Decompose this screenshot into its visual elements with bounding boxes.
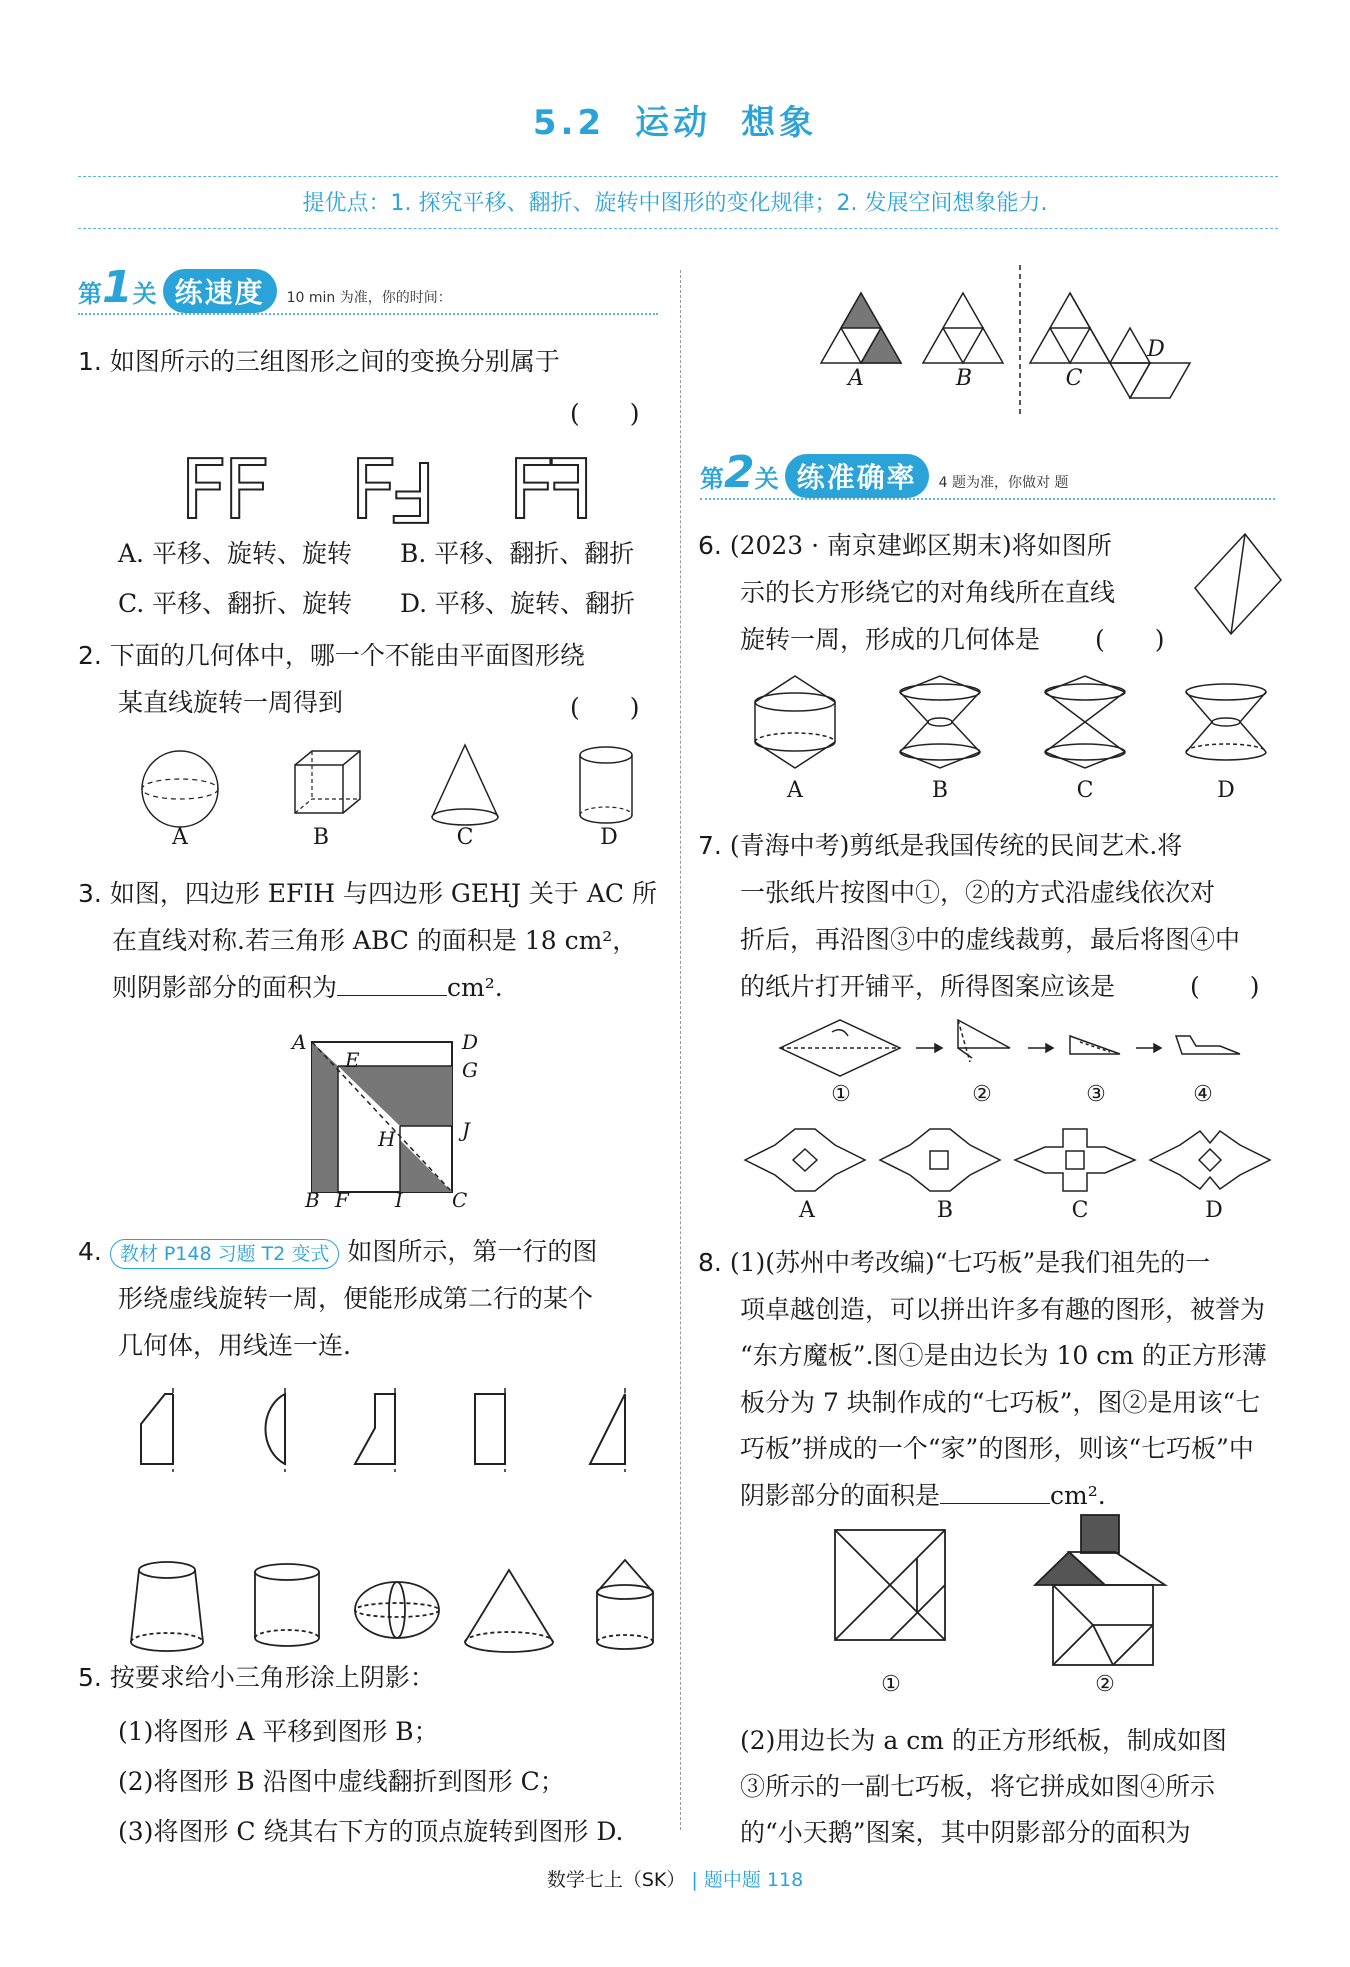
q8-part-2 (740, 1718, 1300, 1856)
q3-point-h: H (378, 1127, 396, 1151)
q5-step-1: (1)将图形 A 平移到图形 B； (118, 1717, 439, 1746)
q6-options-figure (750, 672, 1280, 782)
q3-number: 3. (78, 879, 102, 908)
q2-text-1: 下面的几何体中，哪一个不能由平面图形绕 (109, 641, 585, 670)
q1-text: 如图所示的三组图形之间的变换分别属于 (109, 347, 560, 376)
q1-option-d[interactable]: D. 平移、旋转、翻折 (400, 589, 636, 618)
q8-figure-label-2: ② (1095, 1672, 1115, 1697)
q8-part2-text-1: (2)用边长为 a cm 的正方形纸板，制成如图 (740, 1726, 1227, 1755)
q1-option-c[interactable]: C. 平移、翻折、旋转 (118, 589, 353, 618)
q5-text: 按要求给小三角形涂上阴影： (109, 1663, 435, 1692)
q3-point-a: A (292, 1030, 307, 1054)
q4-number: 4. (78, 1237, 102, 1266)
q7-step-label-4: ④ (1193, 1082, 1213, 1107)
q8-text-2: 项卓越创造，可以拼出许多有趣的图形，被誉为 (740, 1294, 1266, 1324)
q8-text-4: 板分为 7 块制作成的“七巧板”，图②是用该“七 (740, 1387, 1261, 1417)
q6-label-b: B (931, 778, 949, 803)
q5-step-3: (3)将图形 C 绕其右下方的顶点旋转到图形 D. (118, 1817, 624, 1846)
q8-number: 8. (698, 1248, 722, 1277)
q7-answer-paren: ( ) (1190, 972, 1260, 1001)
sec1-name-badge: 练速度 (163, 269, 277, 313)
question-1 (78, 338, 658, 385)
q4-source-tag: 教材 P148 习题 T2 变式 (110, 1239, 340, 1269)
sec2-guan: 关 (754, 465, 779, 493)
footer-page-number: 题中题 118 (703, 1869, 804, 1891)
q7-text-2: 一张纸片按图中①，②的方式沿虚线依次对 (740, 878, 1216, 907)
q7-step-label-2: ② (972, 1082, 992, 1107)
sec2-di: 第 (700, 465, 724, 493)
q7-label-b: B (936, 1198, 954, 1223)
q6-rectangle-figure (1195, 530, 1285, 640)
q2-label-a: A (172, 825, 188, 850)
q5-label-a: A (848, 366, 864, 391)
q7-label-d: D (1205, 1198, 1223, 1223)
sec2-note: 4 题为准，你做对 题 (938, 475, 1069, 491)
q6-text-2: 示的长方形绕它的对角线所在直线 (740, 578, 1116, 607)
footer-separator: | (691, 1869, 698, 1891)
sec1-note: 10 min 为准，你的时间： (286, 290, 452, 306)
q1-option-b[interactable]: B. 平移、翻折、翻折 (400, 539, 635, 568)
q7-text-3: 折后，再沿图③中的虚线裁剪，最后将图④中 (740, 925, 1241, 954)
q6-number: 6. (698, 531, 722, 560)
q2-number: 2. (78, 641, 102, 670)
q3-text-3: 则阴影部分的面积为 (112, 973, 338, 1002)
q4-text-3: 几何体，用线连一连. (118, 1331, 351, 1360)
q8-text-1: (1)(苏州中考改编)“七巧板”是我们祖先的一 (729, 1248, 1211, 1277)
title-word-1: 运动 (635, 103, 712, 143)
q5-label-d: D (1147, 337, 1165, 362)
q1-glyph-pair-2: FF (350, 443, 437, 538)
sec1-di: 第 (78, 280, 102, 308)
question-5 (78, 1654, 678, 1701)
q6-text-3: 旋转一周，形成的几何体是 (740, 625, 1041, 654)
q3-point-c: C (452, 1188, 468, 1212)
column-divider (680, 270, 681, 1830)
q1-number: 1. (78, 347, 102, 376)
q6-label-a: A (787, 778, 803, 803)
q2-label-b: B (312, 825, 330, 850)
sec1-guan: 关 (132, 280, 157, 308)
q6-label-c: C (1076, 778, 1094, 803)
q8-part2-text-2: ③所示的一副七巧板，将它拼成如图④所示 (740, 1772, 1216, 1801)
q6-answer-paren: ( ) (1095, 625, 1165, 654)
q5-label-c: C (1065, 366, 1083, 391)
q3-point-j: J (462, 1118, 471, 1142)
q3-answer-blank[interactable] (337, 973, 447, 996)
page-footer (0, 1865, 1350, 1892)
question-3 (78, 870, 678, 1011)
q3-point-d: D (462, 1030, 479, 1054)
q5-step-2: (2)将图形 B 沿图中虚线翻折到图形 C； (118, 1767, 565, 1796)
footer-book: 数学七上（SK） (546, 1869, 686, 1891)
q7-number: 7. (698, 831, 722, 860)
section-number: 5.2 (532, 103, 606, 143)
q6-label-d: D (1217, 778, 1235, 803)
sec1-underline (78, 313, 658, 315)
q2-solids-figure (130, 745, 650, 845)
title-word-2: 想象 (741, 103, 818, 143)
q8-figure-label-1: ① (881, 1672, 901, 1697)
q3-point-g: G (462, 1058, 478, 1082)
q1-glyph-pair-1: FF (180, 443, 267, 538)
q5-label-b: B (955, 366, 973, 391)
q5-number: 5. (78, 1663, 102, 1692)
q8-text-5: 巧板”拼成的一个“家”的图形，则该“七巧板”中 (740, 1434, 1254, 1463)
q8-tangram-figures (835, 1530, 1195, 1680)
focus-points: 提优点：1. 探究平移、翻折、旋转中图形的变化规律；2. 发展空间想象能力. (302, 191, 1048, 216)
q7-options-figure (745, 1125, 1275, 1195)
divider-bottom (78, 228, 1278, 229)
q4-text-2: 形绕虚线旋转一周，便能形成第二行的某个 (118, 1284, 594, 1313)
q7-label-c: C (1071, 1198, 1089, 1223)
q3-unit: cm². (447, 973, 503, 1002)
sec2-underline (700, 498, 1275, 500)
q7-text-4: 的纸片打开铺平，所得图案应该是 (740, 972, 1116, 1001)
sec1-num: 1 (102, 262, 133, 313)
q3-point-f: F (335, 1188, 349, 1212)
q4-solid-shapes (125, 1560, 665, 1660)
q7-step-label-3: ③ (1086, 1082, 1106, 1107)
q1-glyph-pair-3: FF (508, 443, 595, 538)
q4-plane-shapes (135, 1388, 655, 1478)
q7-step-label-1: ① (831, 1082, 851, 1107)
section-1-header (78, 262, 452, 313)
section-2-header (700, 447, 1068, 498)
q3-text-2: 在直线对称.若三角形 ABC 的面积是 18 cm²， (112, 926, 638, 955)
q1-option-a[interactable]: A. 平移、旋转、旋转 (118, 539, 352, 568)
q8-text-6: 阴影部分的面积是 (740, 1480, 941, 1510)
q8-text-3: “东方魔板”.图①是由边长为 10 cm 的正方形薄 (740, 1341, 1267, 1370)
q7-label-a: A (799, 1198, 815, 1223)
q3-point-b: B (305, 1188, 320, 1212)
q1-answer-paren: ( ) (570, 399, 640, 428)
q8-part2-text-3: 的“小天鹅”图案，其中阴影部分的面积为 (740, 1818, 1191, 1847)
page-title (0, 95, 1350, 144)
q2-label-c: C (456, 825, 474, 850)
q3-point-e: E (345, 1048, 360, 1072)
sec2-num: 2 (724, 447, 755, 498)
q7-text-1: (青海中考)剪纸是我国传统的民间艺术.将 (729, 831, 1183, 860)
q6-text-1: (2023 · 南京建邺区期末)将如图所 (729, 531, 1112, 560)
q2-answer-paren: ( ) (570, 693, 640, 722)
q2-text-2: 某直线旋转一周得到 (118, 688, 344, 717)
sec2-name-badge: 练准确率 (785, 454, 929, 498)
q2-label-d: D (600, 825, 618, 850)
question-4 (78, 1228, 678, 1369)
q8-unit: cm². (1050, 1480, 1106, 1510)
question-8 (698, 1240, 1298, 1519)
divider-top (78, 176, 1278, 177)
q3-point-i: I (395, 1188, 403, 1212)
q8-answer-blank[interactable] (940, 1481, 1050, 1504)
q7-steps-figure (780, 1018, 1260, 1088)
q3-text-1: 如图，四边形 EFIH 与四边形 GEHJ 关于 AC 所 (109, 879, 657, 908)
q4-text-1: 如图所示，第一行的图 (347, 1237, 598, 1266)
